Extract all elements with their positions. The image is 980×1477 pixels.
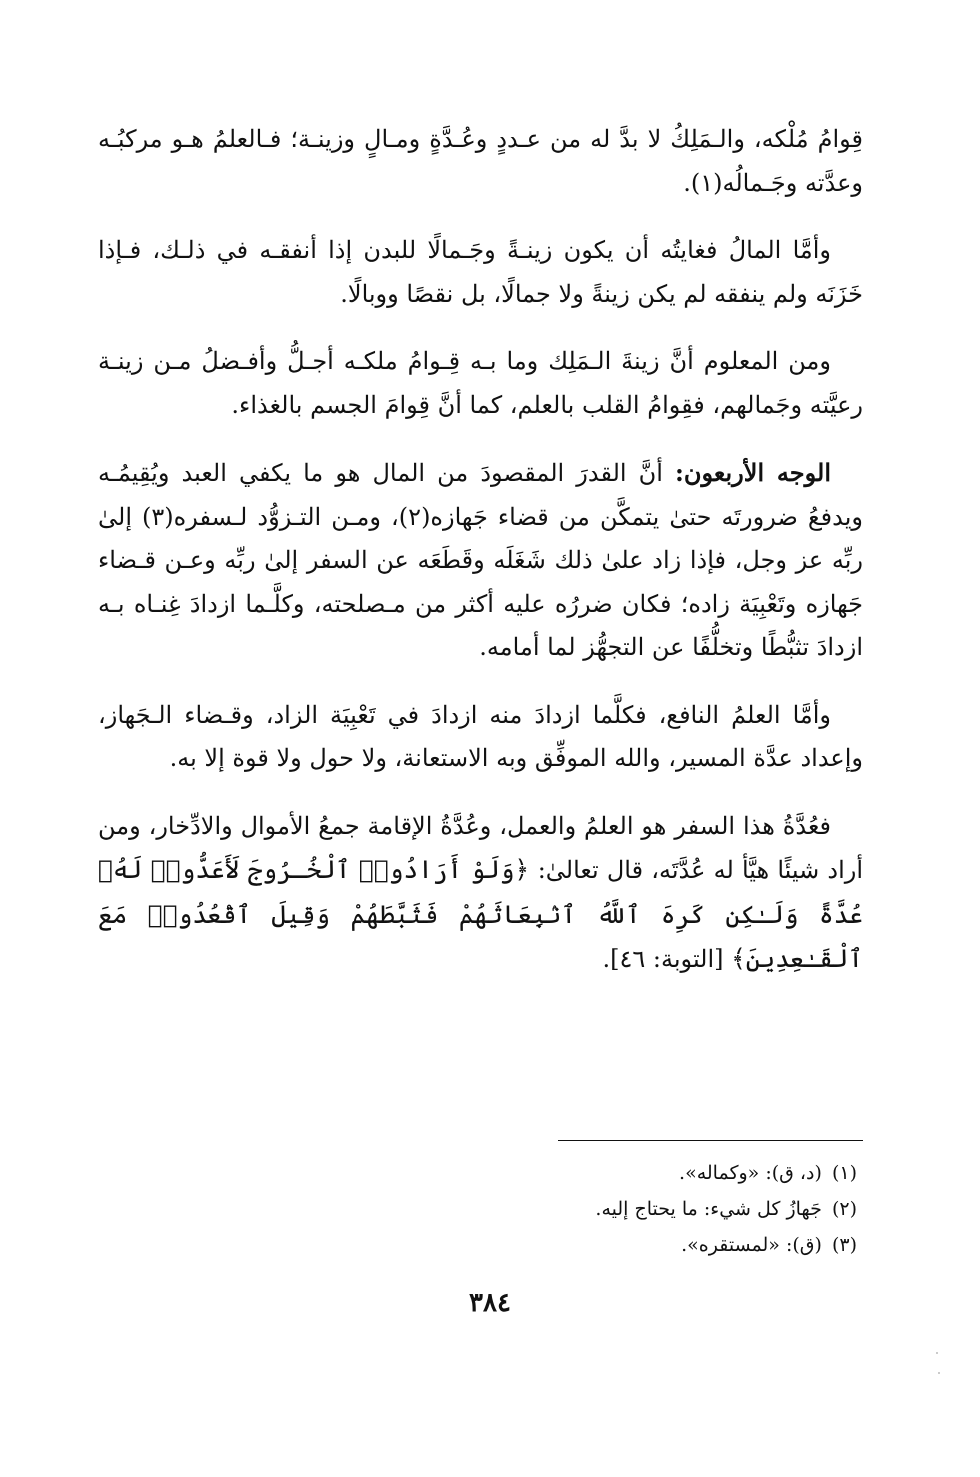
paragraph-6	[98, 805, 863, 982]
paragraph-3-text: ومن المعلوم أنَّ زينةَ الـمَلِك وما بـه قِـوامُ ملكـه أجـلُّ وأفـضلُ مـن زينـة رعيَّته وجَمالهم، فقِوامُ القلب بالعلم، كما أنَّ قِوامَ الجسم بالغذاء.	[98, 347, 863, 419]
footnote-list	[98, 1155, 863, 1263]
footnote-item	[98, 1191, 863, 1227]
section-heading-lead: الوجه الأربعون:	[675, 458, 831, 487]
footnote-text: (د، ق): «وكماله».	[679, 1162, 822, 1184]
verse-reference: [التوبة: ٤٦].	[602, 945, 732, 973]
footnote-number: (١)	[831, 1162, 857, 1184]
paragraph-6-text: فعُدَّةُ هذا السفر هو العلمُ والعمل، وعُدَّةُ الإقامة جمعُ الأموال والادِّخار، ومن أراد شيئًا هيَّأ له عُدَّتَه، قال تعالىٰ:	[98, 811, 864, 884]
paragraph-1	[98, 118, 863, 205]
paragraph-5-text: وأمَّا العلمُ النافع، فكلَّما ازدادَ منه ازدادَ في تَعْبِيَة الزاد، وقـضاء الـجَهاز، وإعداد عدَّة المسير، والله الموفِّق وبه الاستعانة، ولا حول ولا قوة إلا به.	[98, 700, 863, 772]
footnote-item	[98, 1155, 863, 1191]
footnote-divider	[558, 1140, 863, 1141]
paragraph-2	[98, 229, 863, 316]
quran-verse: ﴿وَلَوْ أَرَادُوا۟ ٱلْخُـرُوجَ لَأَعَدُّوا۟ لَهُۥ عُدَّةً وَلَـٰكِن كَرِهَ ٱللَّهُ ٱنۢبِعَاثَهُمْ فَثَبَّطَهُمْ وَقِيلَ ٱقْعُدُوا۟ مَعَ ٱلْقَـٰعِدِينَ﴾	[98, 855, 863, 973]
footnote-number: (٣)	[831, 1234, 857, 1256]
scan-speck	[938, 1372, 940, 1374]
paragraph-2-text: وأمَّا المالُ فغايتُه أن يكون زينـةً وجَـمالًا للبدن إذا أنفقـه في ذلـك، فـإذا خَزَنَه ولم ينفقه لم يكن زينةً ولا جمالًا، بل نقصًا ووبالًا.	[98, 236, 863, 308]
paragraph-5	[98, 694, 863, 781]
scan-speck	[936, 1352, 938, 1354]
main-text	[98, 118, 863, 1006]
paragraph-4-text: أنَّ القدرَ المقصودَ من المال هو ما يكفي العبد ويُقِيمُـه ويدفعُ ضرورتَه حتىٰ يتمكَّن من قضاء جَهازه(٢)، ومـن التـزوُّد لـسفره(٣) إلىٰ ربِّه عز وجل، فإذا زاد علىٰ ذلك شَغَلَه وقَطَعَه عن السفر إلىٰ ربِّه وعـن قـضاء جَهازه وتَعْبِيَة زاده؛ فكان ضررُه عليه أكثر من مـصلحته، وكلَّـما ازدادَ غِنـاه بـه ازدادَ تثبُّطًا وتخلُّفًا عن التجهُّز لما أمامه.	[98, 459, 863, 661]
footnote-item	[98, 1227, 863, 1263]
paragraph-3	[98, 340, 863, 427]
footnote-number: (٢)	[831, 1198, 857, 1220]
page-number: ٣٨٤	[469, 1288, 511, 1318]
paragraph-1-text: قِوامُ مُلْكه، والـمَلِكُ لا بدَّ له من عـددٍ وعُـدَّةٍ ومـالٍ وزينـة؛ فـالعلمُ هـو مركبُـه وعدَّته وجَـمالُه(١).	[98, 125, 863, 197]
paragraph-4	[98, 451, 863, 670]
footnote-text: (ق): «لمستقره».	[681, 1234, 822, 1256]
footnote-text: جَهازُ كل شيء: ما يحتاج إليه.	[595, 1198, 822, 1220]
